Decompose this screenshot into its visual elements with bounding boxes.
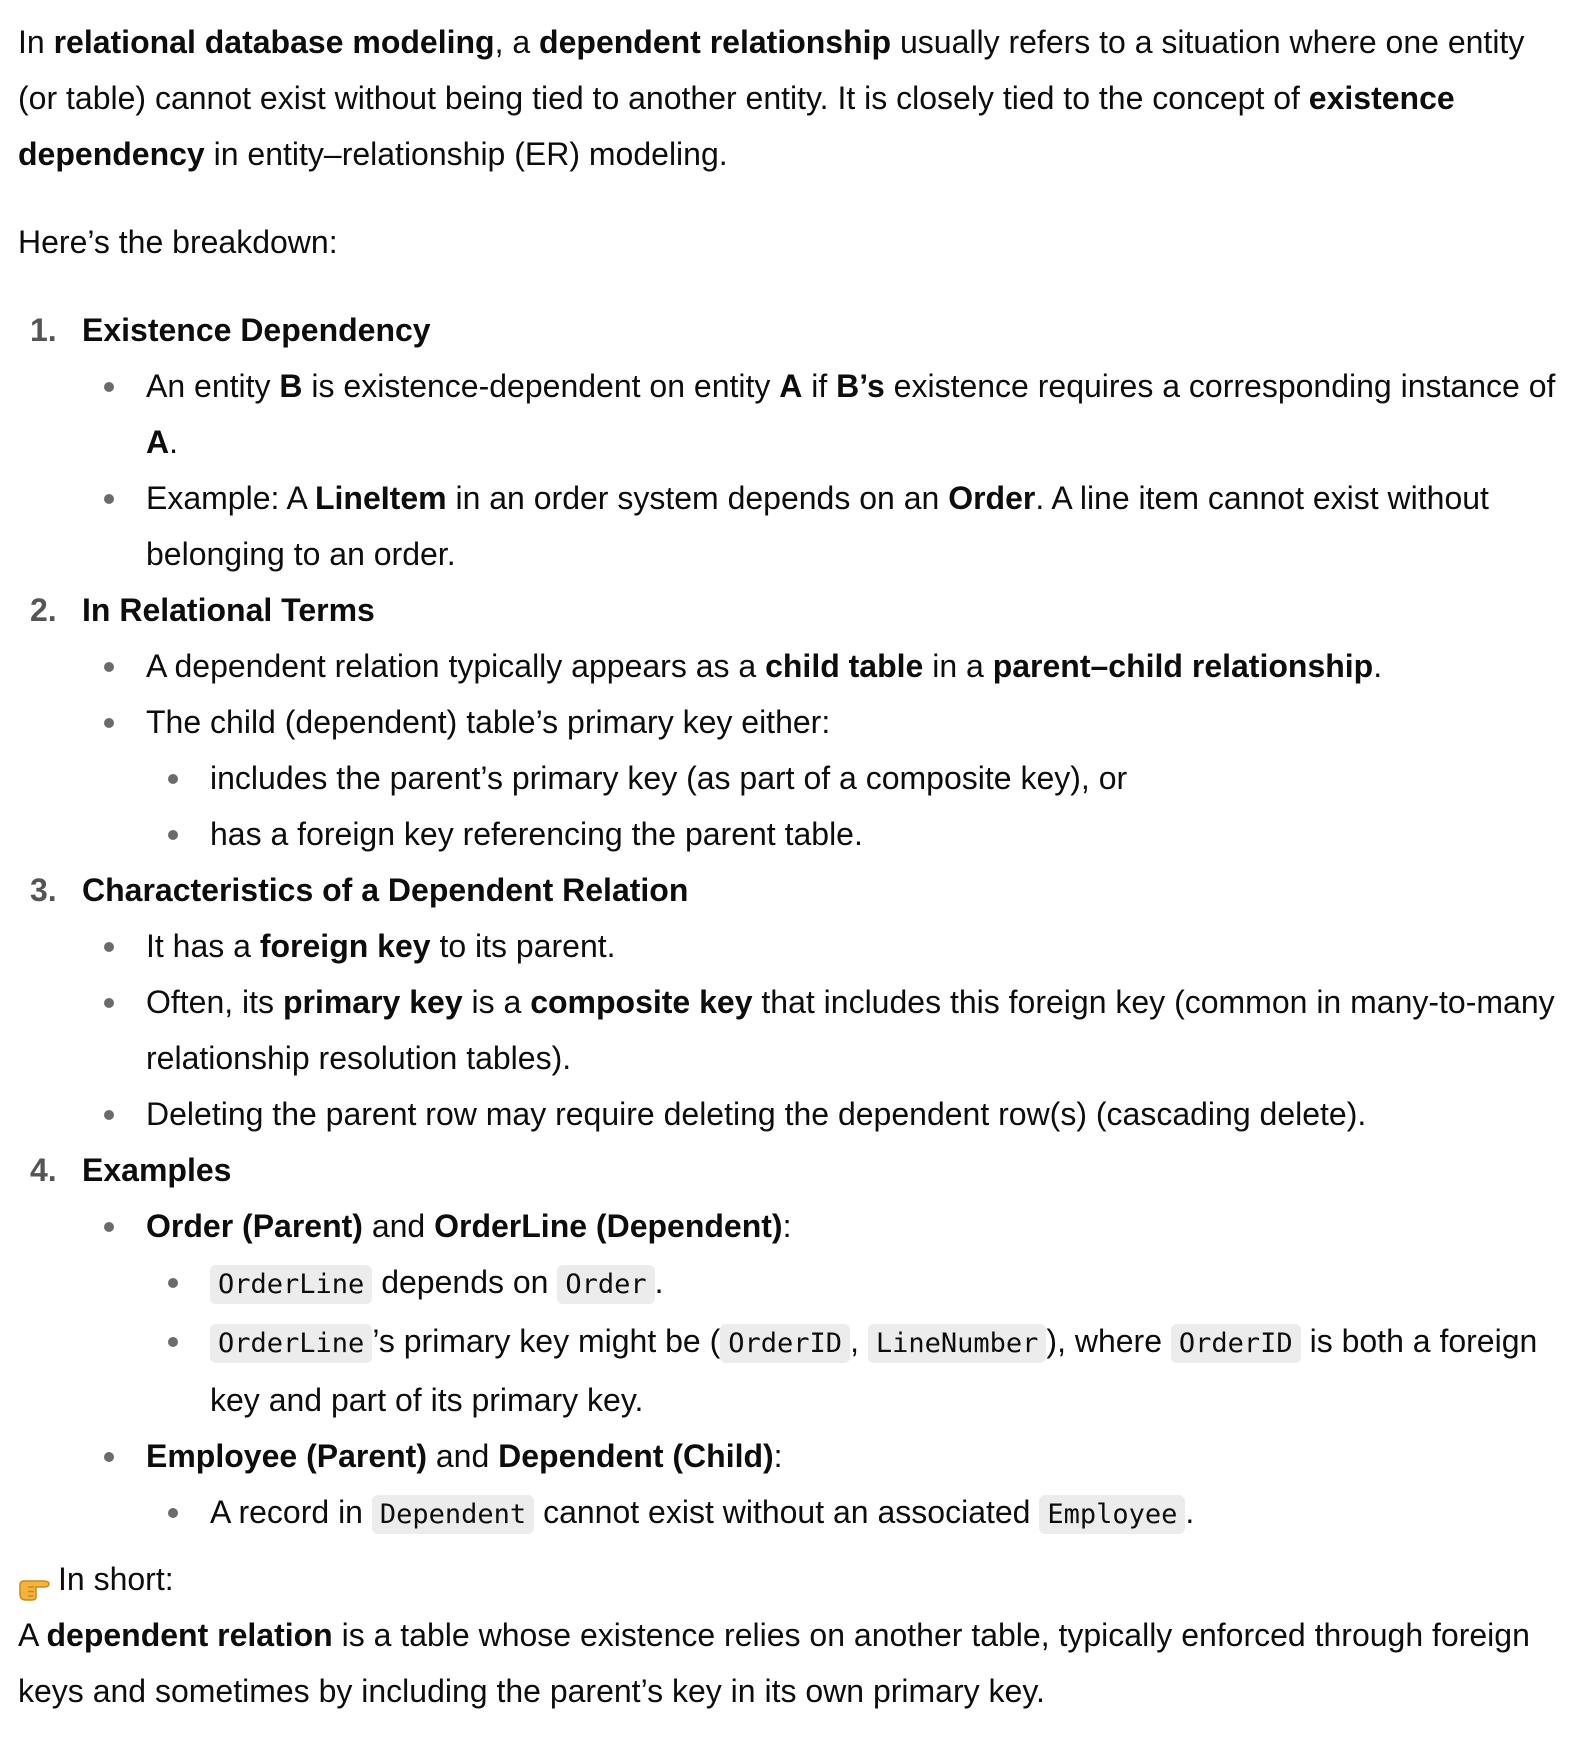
list-item: A record in Dependent cannot exist without an associated Employee . xyxy=(146,1484,1570,1543)
breakdown-lead: Here’s the breakdown: xyxy=(18,224,338,260)
list-item: Example: A LineItem in an order system depends on an Order. A line item cannot exist without belonging to an order. xyxy=(82,470,1570,582)
section-title: Examples xyxy=(82,1152,232,1188)
section-number: 3. xyxy=(30,872,57,908)
section-number: 1. xyxy=(30,312,57,348)
section-relational-terms xyxy=(18,582,1570,862)
list-item: has a foreign key referencing the parent table. xyxy=(146,806,1570,862)
list-item: Often, its primary key is a composite key that includes this foreign key (common in many-to-many relationship resolution tables). xyxy=(82,974,1570,1086)
section-title: In Relational Terms xyxy=(82,592,375,628)
section-title: Existence Dependency xyxy=(82,312,431,348)
section-existence-dependency xyxy=(18,302,1570,582)
list-item: OrderLine depends on Order . xyxy=(146,1254,1570,1313)
code-span: Dependent xyxy=(372,1495,534,1534)
example-order: Order (Parent) and OrderLine (Dependent): OrderLine depends on Order . OrderLine ’s primary key might be ( OrderID , LineNumber ), where OrderID is both a foreign key and part of its primary key. xyxy=(82,1198,1570,1428)
list-item: OrderLine ’s primary key might be ( OrderID , LineNumber ), where OrderID is both a foreign key and part of its primary key. xyxy=(146,1313,1570,1428)
section-bullets xyxy=(82,1198,1570,1543)
section-number: 4. xyxy=(30,1152,57,1188)
code-span: OrderID xyxy=(1171,1324,1301,1363)
section-bullets xyxy=(82,638,1570,862)
code-span: Order xyxy=(557,1265,654,1304)
example-employee: Employee (Parent) and Dependent (Child): A record in Dependent cannot exist without an associated Employee . xyxy=(82,1428,1570,1543)
section-bullets xyxy=(82,918,1570,1142)
list-item: The child (dependent) table’s primary key either: includes the parent’s primary key (as part of a composite key), or has a foreign key referencing the parent table. xyxy=(82,694,1570,862)
section-title: Characteristics of a Dependent Relation xyxy=(82,872,689,908)
section-number: 2. xyxy=(30,592,57,628)
section-characteristics xyxy=(18,862,1570,1142)
sections-list xyxy=(18,302,1570,1543)
section-bullets xyxy=(82,358,1570,582)
nested-bullets xyxy=(146,1484,1570,1543)
list-item: It has a foreign key to its parent. xyxy=(82,918,1570,974)
list-item: Deleting the parent row may require deleting the dependent row(s) (cascading delete). xyxy=(82,1086,1570,1142)
code-span: Employee xyxy=(1039,1495,1185,1534)
list-item: A dependent relation typically appears as a child table in a parent–child relationship. xyxy=(82,638,1570,694)
in-short-line xyxy=(18,1551,1570,1607)
pointing-hand-icon xyxy=(18,1564,52,1594)
list-item: An entity B is existence-dependent on entity A if B’s existence requires a corresponding instance of A. xyxy=(82,358,1570,470)
in-short-label: In short: xyxy=(58,1561,174,1597)
list-item: includes the parent’s primary key (as part of a composite key), or xyxy=(146,750,1570,806)
nested-bullets xyxy=(146,1254,1570,1428)
nested-bullets xyxy=(146,750,1570,862)
code-span: OrderLine xyxy=(210,1265,372,1304)
code-span: LineNumber xyxy=(868,1324,1047,1363)
summary-paragraph: A dependent relation is a table whose existence relies on another table, typically enforced through foreign keys and sometimes by including the parent’s key in its own primary key. xyxy=(18,1617,1530,1709)
intro-paragraph: In relational database modeling, a dependent relationship usually refers to a situation where one entity (or table) cannot exist without being tied to another entity. It is closely tied to the concept of existence dependency in entity–relationship (ER) modeling. xyxy=(18,24,1525,172)
code-span: OrderID xyxy=(720,1324,850,1363)
section-examples xyxy=(18,1142,1570,1543)
code-span: OrderLine xyxy=(210,1324,372,1363)
